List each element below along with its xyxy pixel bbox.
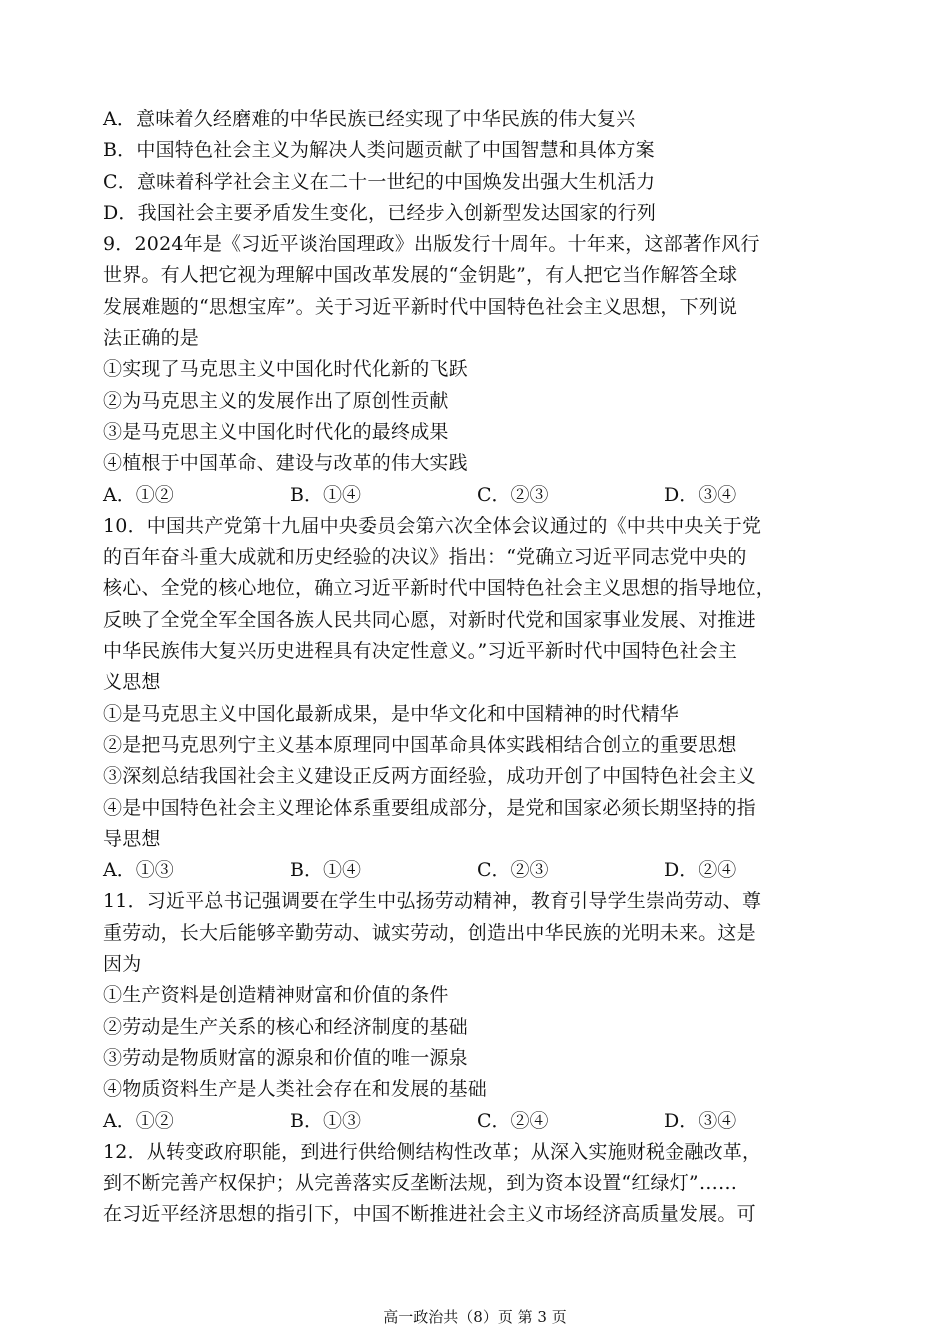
q12-stem-line: 到不断完善产权保护；从完善落实反垄断法规，到为资本设置“红绿灯”…… [103,1172,738,1195]
q9-choice-b: B．①④ [290,483,361,506]
q9-stem-line: 法正确的是 [103,327,200,350]
q11-item-1: ①生产资料是创造精神财富和价值的条件 [103,984,449,1007]
q11-choice-d: D．③④ [664,1109,737,1132]
q9-stem-line: 发展难题的“思想宝库”。关于习近平新时代中国特色社会主义思想，下列说 [103,295,738,318]
q8-option-d: D．我国社会主要矛盾发生变化，已经步入创新型发达国家的行列 [103,201,657,224]
q10-choice-b: B．①④ [290,859,361,882]
q9-item-1: ①实现了马克思主义中国化时代化新的飞跃 [103,358,468,381]
q10-item-3: ③深刻总结我国社会主义建设正反两方面经验，成功开创了中国特色社会主义 [103,765,756,788]
q8-option-b: B．中国特色社会主义为解决人类问题贡献了中国智慧和具体方案 [103,139,655,162]
q9-choice-d: D．③④ [664,483,737,506]
q11-item-3: ③劳动是物质财富的源泉和价值的唯一源泉 [103,1046,468,1069]
q11-choices [103,1106,851,1137]
q10-stem-line: 反映了全党全军全国各族人民共同心愿，对新时代党和国家事业发展、对推进 [103,608,756,631]
q10-item-1: ①是马克思主义中国化最新成果，是中华文化和中国精神的时代精华 [103,702,680,725]
q11-item-4: ④物质资料生产是人类社会存在和发展的基础 [103,1078,488,1101]
q10-stem-line: 10．中国共产党第十九届中央委员会第六次全体会议通过的《中共中央关于党 [103,514,762,537]
q10-choice-a: A．①③ [103,859,174,882]
q9-item-4: ④植根于中国革命、建设与改革的伟大实践 [103,452,468,475]
exam-page-content [103,104,851,1231]
q8-option-a: A．意味着久经磨难的中华民族已经实现了中华民族的伟大复兴 [103,108,636,130]
q12-stem-line: 在习近平经济思想的指引下，中国不断推进社会主义市场经济高质量发展。可 [103,1203,756,1226]
q10-stem-line: 中华民族伟大复兴历史进程具有决定性意义。”习近平新时代中国特色社会主 [103,640,738,663]
q12-stem-line: 12．从转变政府职能，到进行供给侧结构性改革；从深入实施财税金融改革， [103,1140,762,1163]
q9-item-2: ②为马克思主义的发展作出了原创性贡献 [103,389,449,412]
q9-choices [103,480,851,511]
q10-stem-line: 义思想 [103,671,161,694]
q11-choice-c: C．②④ [477,1109,549,1132]
q10-stem-line: 核心、全党的核心地位，确立习近平新时代中国特色社会主义思想的指导地位， [103,577,776,600]
q9-item-3: ③是马克思主义中国化时代化的最终成果 [103,420,449,443]
q10-item-4-cont: 导思想 [103,827,161,850]
q9-choice-c: C．②③ [477,483,549,506]
q10-item-2: ②是把马克思列宁主义基本原理同中国革命具体实践相结合创立的重要思想 [103,733,737,756]
q10-choices [103,855,851,886]
q11-stem-line: 因为 [103,953,142,976]
q11-choice-a: A．①② [103,1109,174,1132]
q10-choice-c: C．②③ [477,859,549,882]
q9-choice-a: A．①② [103,483,174,506]
q10-stem-line: 的百年奋斗重大成就和历史经验的决议》指出：“党确立习近平同志党中央的 [103,546,747,569]
q9-stem-line: 9．2024年是《习近平谈治国理政》出版发行十周年。十年来，这部著作风行 [103,233,760,256]
q11-stem-line: 重劳动，长大后能够辛勤劳动、诚实劳动，创造出中华民族的光明未来。这是 [103,921,756,944]
q11-stem-line: 11．习近平总书记强调要在学生中弘扬劳动精神，教育引导学生崇尚劳动、尊 [103,890,762,913]
q10-choice-d: D．②④ [664,859,737,882]
q11-choice-b: B．①③ [290,1109,361,1132]
q9-stem-line: 世界。有人把它视为理解中国改革发展的“金钥匙”，有人把它当作解答全球 [103,264,738,287]
q10-item-4: ④是中国特色社会主义理论体系重要组成部分，是党和国家必须长期坚持的指 [103,796,756,819]
page-footer: 高一政治共（8）页 第 3 页 [383,1308,567,1326]
q11-item-2: ②劳动是生产关系的核心和经济制度的基础 [103,1015,468,1038]
q8-option-c: C．意味着科学社会主义在二十一世纪的中国焕发出强大生机活力 [103,170,656,193]
